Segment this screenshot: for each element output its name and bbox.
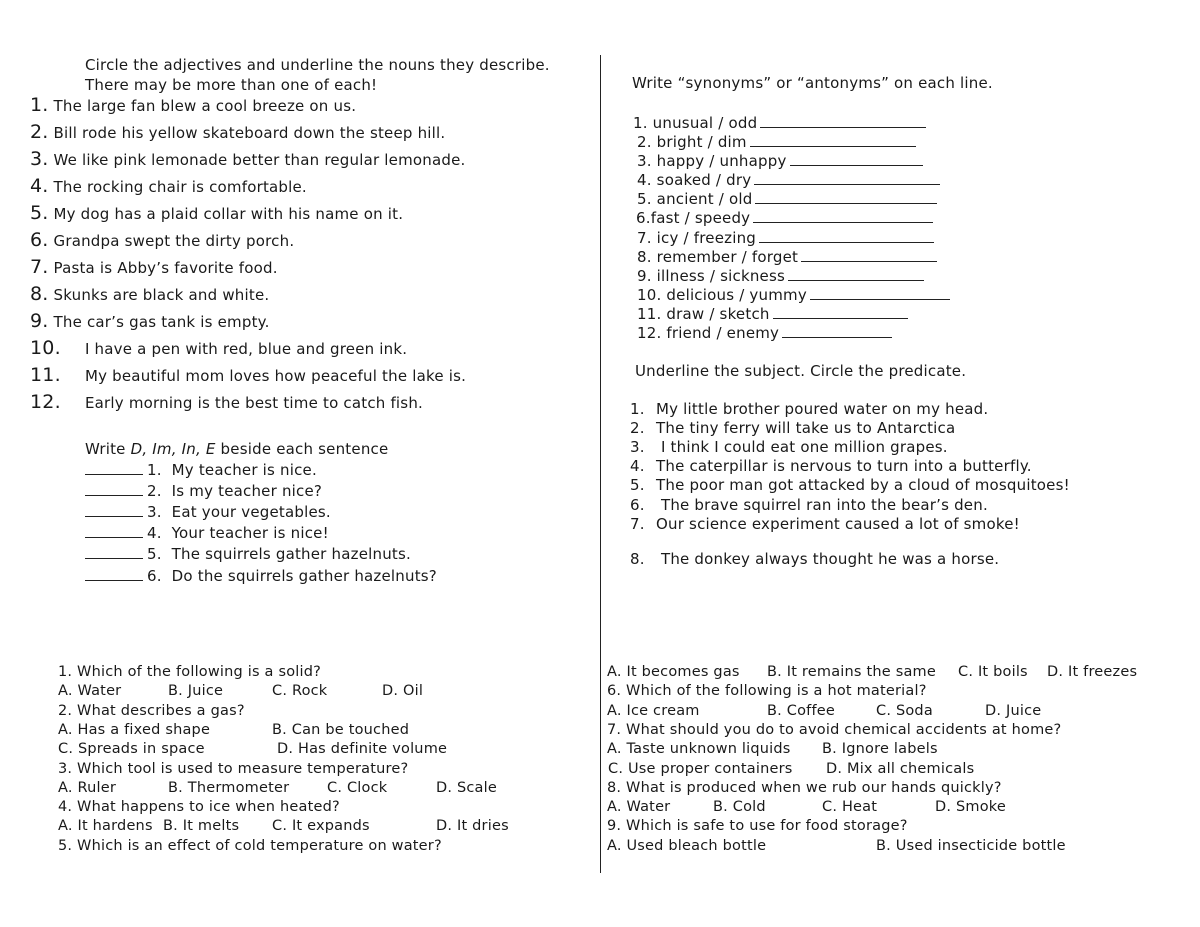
answer-blank[interactable] — [85, 523, 143, 538]
quiz-option: A. Used bleach bottle — [607, 838, 767, 854]
column-divider — [600, 55, 601, 873]
quiz-option: C. It expands — [272, 818, 370, 834]
answer-line[interactable] — [788, 266, 924, 281]
adjective-item: 5. My dog has a plaid collar with his name on it. — [30, 202, 404, 224]
adjectives-instructions — [85, 55, 550, 95]
adjective-item: 4. The rocking chair is comfortable. — [30, 175, 307, 197]
quiz-question: 7. What should you do to avoid chemical accidents at home? — [607, 722, 1062, 738]
quiz-question: 1. Which of the following is a solid? — [58, 664, 322, 680]
quiz-option: B. It remains the same — [767, 664, 936, 680]
answer-blank[interactable] — [85, 544, 143, 559]
quiz-question: 8. What is produced when we rub our hands quickly? — [607, 780, 1002, 796]
quiz-question: 4. What happens to ice when heated? — [58, 799, 340, 815]
adjective-item: 2. Bill rode his yellow skateboard down the steep hill. — [30, 121, 446, 143]
subject-predicate-item: 8. The donkey always thought he was a horse. — [630, 550, 1000, 568]
quiz-option: A. Has a fixed shape — [58, 722, 211, 738]
answer-line[interactable] — [790, 151, 923, 166]
quiz-option: D. Scale — [436, 780, 497, 796]
subject-predicate-item: 7. Our science experiment caused a lot of smoke! — [630, 515, 1020, 533]
answer-blank[interactable] — [85, 460, 143, 475]
quiz-option: B. Ignore labels — [822, 741, 938, 757]
instruction-line: There may be more than one of each! — [85, 76, 378, 94]
quiz-option: C. Use proper containers — [608, 761, 793, 777]
quiz-option: C. Rock — [272, 683, 328, 699]
sentence-type-item: 5. The squirrels gather hazelnuts. — [85, 544, 411, 563]
quiz-option: A. Ice cream — [607, 703, 700, 719]
answer-line[interactable] — [750, 132, 916, 147]
answer-line[interactable] — [801, 247, 937, 262]
subject-predicate-item: 2. The tiny ferry will take us to Antarctica — [630, 419, 956, 437]
subject-predicate-item: 1. My little brother poured water on my head. — [630, 400, 989, 418]
adjective-item: 8. Skunks are black and white. — [30, 283, 270, 305]
quiz-option: B. Cold — [713, 799, 766, 815]
sentence-type-item: 6. Do the squirrels gather hazelnuts? — [85, 566, 437, 585]
quiz-option: C. Clock — [327, 780, 388, 796]
synonym-item: 2. bright / dim — [637, 132, 916, 151]
answer-line[interactable] — [773, 304, 908, 319]
subject-predicate-item: 4. The caterpillar is nervous to turn into a butterfly. — [630, 457, 1032, 475]
quiz-question: 5. Which is an effect of cold temperature on water? — [58, 838, 442, 854]
quiz-option: D. It freezes — [1047, 664, 1138, 680]
adjective-item: 1. The large fan blew a cool breeze on us. — [30, 94, 357, 116]
quiz-option: D. Has definite volume — [277, 741, 448, 757]
subject-predicate-item: 5. The poor man got attacked by a cloud of mosquitoes! — [630, 476, 1070, 494]
synonym-item: 10. delicious / yummy — [637, 285, 950, 304]
adjective-item: 11. My beautiful mom loves how peaceful the lake is. — [30, 364, 467, 386]
synonym-item: 6.fast / speedy — [636, 208, 933, 227]
synonym-item: 4. soaked / dry — [637, 170, 940, 189]
quiz-option: C. It boils — [958, 664, 1028, 680]
answer-line[interactable] — [753, 208, 933, 223]
adjective-item: 12. Early morning is the best time to catch fish. — [30, 391, 423, 413]
quiz-question: 2. What describes a gas? — [58, 703, 245, 719]
quiz-question: 3. Which tool is used to measure temperature? — [58, 761, 409, 777]
answer-line[interactable] — [782, 323, 892, 338]
synonym-item: 1. unusual / odd — [633, 113, 926, 132]
quiz-option: B. Juice — [168, 683, 224, 699]
quiz-option: D. Juice — [985, 703, 1042, 719]
answer-blank[interactable] — [85, 481, 143, 496]
subject-predicate-item: 3. I think I could eat one million grapes. — [630, 438, 948, 456]
answer-line[interactable] — [759, 228, 934, 243]
quiz-option: B. Can be touched — [272, 722, 410, 738]
synonym-item: 12. friend / enemy — [637, 323, 892, 342]
adjective-item: 10. I have a pen with red, blue and green ink. — [30, 337, 408, 359]
synonym-item: 8. remember / forget — [637, 247, 937, 266]
answer-line[interactable] — [754, 170, 940, 185]
answer-line[interactable] — [810, 285, 950, 300]
quiz-option: C. Soda — [876, 703, 933, 719]
sentence-type-item: 1. My teacher is nice. — [85, 460, 317, 479]
synonym-item: 11. draw / sketch — [637, 304, 908, 323]
instruction-line: Circle the adjectives and underline the nouns they describe. — [85, 56, 550, 74]
quiz-option: B. Used insecticide bottle — [876, 838, 1066, 854]
quiz-option: A. It becomes gas — [607, 664, 740, 680]
sentence-type-item: 2. Is my teacher nice? — [85, 481, 322, 500]
quiz-option: C. Heat — [822, 799, 878, 815]
quiz-question: 6. Which of the following is a hot material? — [607, 683, 927, 699]
quiz-option: A. It hardens — [58, 818, 153, 834]
sentence-type-title: Write D, Im, In, E beside each sentence — [85, 440, 389, 458]
quiz-option: A. Water — [607, 799, 671, 815]
synonym-item: 7. icy / freezing — [637, 228, 934, 247]
quiz-option: A. Taste unknown liquids — [607, 741, 791, 757]
quiz-option: B. Thermometer — [168, 780, 290, 796]
synonyms-title: Write “synonyms” or “antonyms” on each line. — [632, 74, 993, 92]
adjective-item: 6. Grandpa swept the dirty porch. — [30, 229, 295, 251]
sentence-type-item: 3. Eat your vegetables. — [85, 502, 331, 521]
quiz-option: A. Ruler — [58, 780, 117, 796]
synonym-item: 9. illness / sickness — [637, 266, 924, 285]
answer-line[interactable] — [755, 189, 937, 204]
answer-line[interactable] — [760, 113, 926, 128]
quiz-option: D. Mix all chemicals — [826, 761, 975, 777]
quiz-option: D. It dries — [436, 818, 509, 834]
adjective-item: 7. Pasta is Abby’s favorite food. — [30, 256, 278, 278]
quiz-option: A. Water — [58, 683, 122, 699]
synonym-item: 3. happy / unhappy — [637, 151, 923, 170]
quiz-option: D. Smoke — [935, 799, 1006, 815]
answer-blank[interactable] — [85, 566, 143, 581]
sentence-type-item: 4. Your teacher is nice! — [85, 523, 329, 542]
answer-blank[interactable] — [85, 502, 143, 517]
quiz-option: B. It melts — [163, 818, 240, 834]
quiz-option: D. Oil — [382, 683, 424, 699]
quiz-question: 9. Which is safe to use for food storage? — [607, 818, 908, 834]
quiz-option: B. Coffee — [767, 703, 836, 719]
quiz-option: C. Spreads in space — [58, 741, 205, 757]
subject-predicate-title: Underline the subject. Circle the predicate. — [635, 362, 967, 380]
synonym-item: 5. ancient / old — [637, 189, 937, 208]
adjective-item: 3. We like pink lemonade better than regular lemonade. — [30, 148, 466, 170]
adjective-item: 9. The car’s gas tank is empty. — [30, 310, 270, 332]
subject-predicate-item: 6. The brave squirrel ran into the bear’s den. — [630, 496, 988, 514]
